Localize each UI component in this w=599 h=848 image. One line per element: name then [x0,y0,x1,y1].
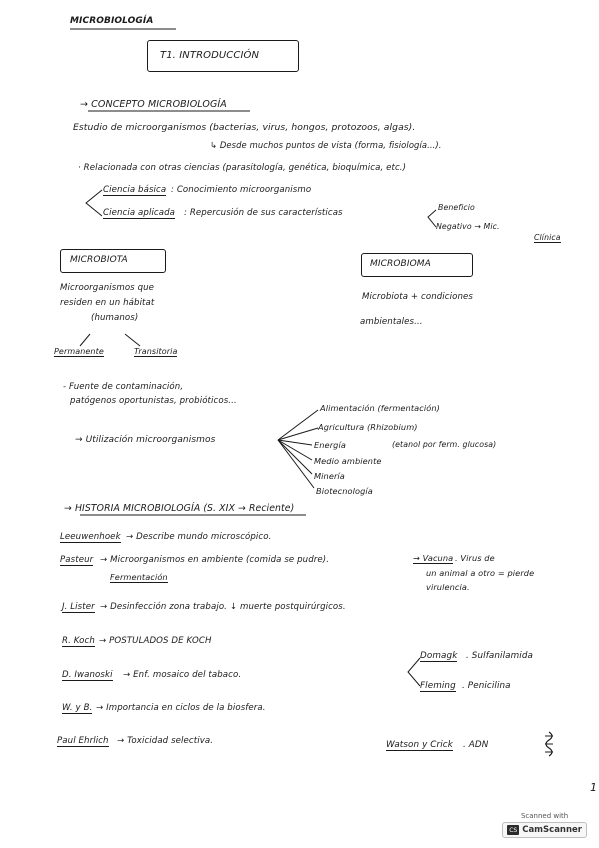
microbiota-title: MICROBIOTA [70,255,128,265]
utilizacion-item: Agricultura (Rhizobium) [318,422,418,432]
historia-heading: → HISTORIA MICROBIOLOGÍA (S. XIX → Reciente) [64,503,295,514]
wy-name: W. y B. [62,703,93,713]
fermentacion-label: Fermentación [110,572,168,582]
microbioma-line1: Microbiota + condiciones [362,292,473,302]
utilizacion-item: Medio ambiente [314,456,382,466]
camscanner-watermark [502,812,587,838]
fleming-name: Fleming [420,681,456,691]
pasteur-name: Pasteur [60,555,94,565]
energia-note: (etanol por ferm. glucosa) [392,440,497,449]
watson-name: Watson y Crick [386,740,453,750]
ciencia-basica-label: Ciencia básica [103,185,167,195]
negativo-label: Negativo → Mic. [436,222,500,231]
fuente-line1: - Fuente de contaminación, [63,382,184,392]
concepto-heading: → CONCEPTO MICROBIOLOGÍA [80,99,227,110]
utilizacion-item: Biotecnología [316,486,373,496]
ciencia-aplicada-label: Ciencia aplicada [103,208,176,218]
iwanoski-name: D. Iwanoski [62,670,113,680]
utilizacion-item: Alimentación (fermentación) [320,403,440,413]
concepto-line2: ↳ Desde muchos puntos de vista (forma, fisiología...). [210,140,442,150]
camscanner-badge [502,822,587,838]
clinica-label: Clínica [534,233,561,242]
ciencia-aplicada-text: : Repercusión de sus características [184,208,343,218]
leeuwenhoek-name: Leeuwenhoek [60,532,121,542]
concepto-line1: Estudio de microorganismos (bacterias, virus, hongos, protozoos, algas). [73,122,416,133]
domagk-text: . Sulfanilamida [466,651,534,661]
concepto-line3: · Relacionada con otras ciencias (parasitología, genética, bioquímica, etc.) [78,163,407,173]
microbioma-line2: ambientales... [360,317,423,327]
leeuwenhoek-text: → Describe mundo microscópico. [126,532,272,542]
pasteur-text: → Microorganismos en ambiente (comida se pudre). [100,555,330,565]
koch-name: R. Koch [62,636,95,646]
lister-text: → Desinfección zona trabajo. ↓ muerte postquirúrgicos. [100,602,346,612]
unit-title: T1. INTRODUCCIÓN [160,50,260,61]
wy-text: → Importancia en ciclos de la biosfera. [96,703,266,713]
camscanner-name: CamScanner [522,825,582,835]
microbiota-line1: Microorganismos que [60,283,155,293]
transitoria-label: Transitoria [134,347,178,356]
domagk-name: Domagk [420,651,458,661]
koch-text: → POSTULADOS DE KOCH [99,636,212,646]
beneficio-label: Beneficio [438,203,475,212]
scanned-with-text: Scanned with [520,812,569,820]
subject-title: MICROBIOLOGÍA [70,16,154,26]
vacuna-text3: virulencia. [426,582,470,592]
utilizacion-label: → Utilización microorganismos [75,435,216,445]
ehrlich-text: → Toxicidad selectiva. [117,736,214,746]
ehrlich-name: Paul Ehrlich [57,736,109,746]
camscanner-logo-icon: CS [509,826,518,834]
iwanoski-text: → Enf. mosaico del tabaco. [123,670,242,680]
fleming-text: . Penicilina [462,681,511,691]
vacuna-text1: . Virus de [455,553,495,563]
lister-name: J. Lister [62,602,95,612]
ciencia-basica-text: : Conocimiento microorganismo [171,185,312,195]
utilizacion-item: Minería [314,471,345,481]
vacuna-text2: un animal a otro = pierde [426,568,535,578]
microbiota-line3: (humanos) [91,313,139,323]
fuente-line2: patógenos oportunistas, probióticos... [70,396,237,406]
watson-text: . ADN [463,740,489,750]
page-number: 1 [590,781,597,794]
utilizacion-item: Energía [314,440,346,450]
vacuna-label: → Vacuna [413,553,454,563]
permanente-label: Permanente [54,347,104,356]
microbiota-line2: residen en un hábitat [60,298,155,308]
microbioma-title: MICROBIOMA [370,259,431,269]
